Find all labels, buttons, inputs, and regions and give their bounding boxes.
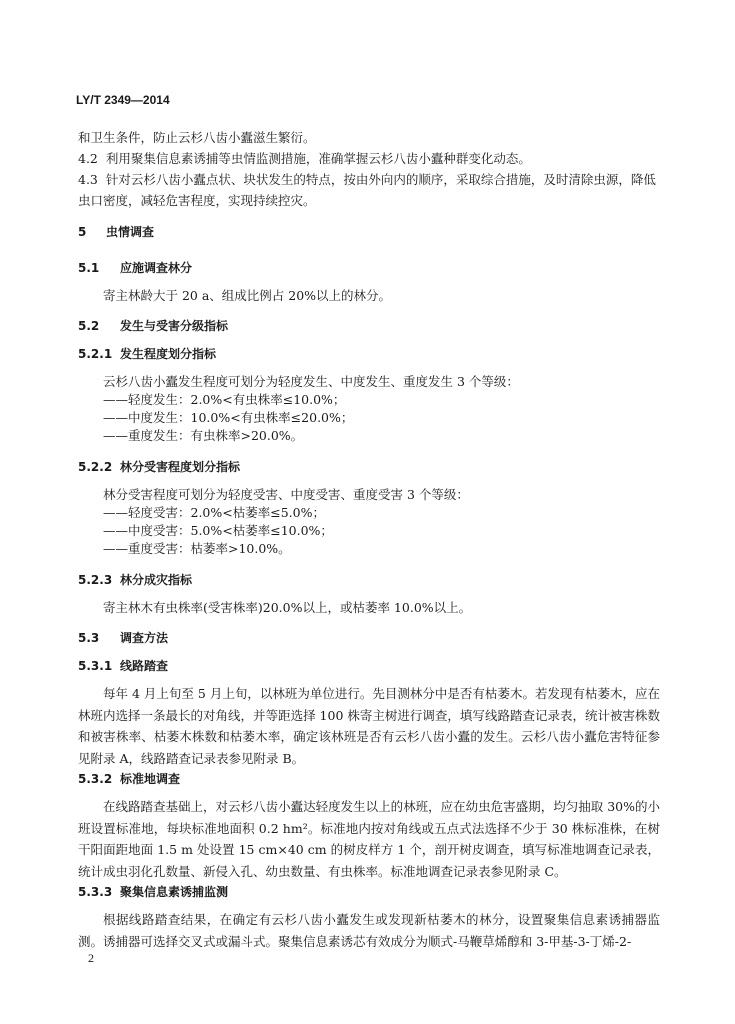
page-number: 2 (88, 951, 94, 965)
section-5-2-1-title: 发生程度划分指标 (120, 347, 217, 361)
section-5-3-number: 5.3 (78, 631, 100, 645)
occurrence-level-moderate: ——中度发生：10.0%<有虫株率≤20.0%； (103, 410, 354, 425)
section-5-2-3-title: 林分成灾指标 (120, 573, 193, 587)
section-5-3-1-title: 线路踏查 (120, 659, 169, 673)
section-5-2-number: 5.2 (78, 319, 100, 333)
section-5-title: 虫情调查 (106, 225, 155, 239)
clause-4-3-number: 4.3 (78, 172, 98, 187)
section-5-1-number: 5.1 (78, 261, 100, 275)
section-5-3-3-title: 聚集信息素诱捕监测 (120, 885, 229, 899)
section-5-3-2-body: 在线路踏查基础上，对云杉八齿小蠹达轻度发生以上的林班，应在幼虫危害盛期，均匀抽取 30%的小班设置标准地，每块标准地面积 0.2 hm²。标准地内按对角线或五点式法选择不少于 30 株标准株，在树干阳面距地面 1.5 m 处设置 15 cm×40 cm 的树皮样方 1 个，剖开树皮调查，填写标准地调查记录表，统计成虫羽化孔数量、新侵入孔、幼虫数量、有虫株率。标准地调查记录表参见附录 C。 (78, 799, 660, 879)
section-5-3-1-number: 5.3.1 (78, 659, 113, 673)
section-5-2-3-body: 寄主林木有虫株率(受害株率)20.0%以上，或枯萎率 10.0%以上。 (103, 600, 472, 615)
section-5-3-2-heading (78, 771, 180, 787)
section-5-3-title: 调查方法 (120, 631, 169, 645)
section-5-2-3-number: 5.2.3 (78, 573, 113, 587)
section-5-2-1-heading (78, 346, 216, 362)
section-5-1-title: 应施调查林分 (120, 261, 193, 275)
section-5-3-2-number: 5.3.2 (78, 772, 113, 786)
occurrence-level-severe: ——重度发生：有虫株率>20.0%。 (103, 428, 304, 443)
section-5-1-heading (78, 260, 192, 276)
standard-code: LY/T 2349—2014 (76, 93, 170, 107)
section-5-2-2-heading (78, 459, 240, 475)
section-5-3-2-title: 标准地调查 (120, 772, 181, 786)
section-5-3-1-body: 每年 4 月上旬至 5 月上旬，以林班为单位进行。先目测林分中是否有枯萎木。若发现有枯萎木，应在林班内选择一条最长的对角线，并等距选择 100 株寄主树进行调查，填写线路踏查记录表，统计被害株数和被害株率、枯萎木株数和枯萎木率，确定该林班是否有云杉八齿小蠹的发生。云杉八齿小蠹危害特征参见附录 A，线路踏查记录表参见附录 B。 (78, 686, 660, 766)
section-5-2-title: 发生与受害分级指标 (120, 319, 229, 333)
section-5-2-2-intro: 林分受害程度可划分为轻度受害、中度受害、重度受害 3 个等级： (103, 487, 469, 502)
clause-4-2-text: 利用聚集信息素诱捕等虫情监测措施，准确掌握云杉八齿小蠹种群变化动态。 (105, 151, 531, 166)
section-5-3-1-heading (78, 658, 168, 674)
damage-level-light: ——轻度受害：2.0%<枯萎率≤5.0%； (103, 505, 325, 520)
damage-level-moderate: ——中度受害：5.0%<枯萎率≤10.0%； (103, 523, 333, 538)
clause-4-3 (78, 172, 656, 188)
section-5-2-2-number: 5.2.2 (78, 460, 113, 474)
damage-level-severe: ——重度受害：枯萎率>10.0%。 (103, 541, 291, 556)
section-5-1-body: 寄主林龄大于 20 a、组成比例占 20%以上的林分。 (103, 288, 392, 303)
section-5-3-3-number: 5.3.3 (78, 885, 113, 899)
section-5-heading (78, 224, 154, 240)
section-5-3-3-heading (78, 884, 228, 900)
section-5-2-1-intro: 云杉八齿小蠹发生程度可划分为轻度发生、中度发生、重度发生 3 个等级： (103, 374, 519, 389)
section-5-2-heading (78, 318, 228, 334)
section-5-2-3-heading (78, 572, 192, 588)
section-5-3-heading (78, 630, 168, 646)
section-5-2-1-number: 5.2.1 (78, 347, 113, 361)
section4-continuation: 和卫生条件，防止云杉八齿小蠹滋生繁衍。 (78, 130, 316, 145)
clause-4-3-text-line2: 虫口密度，减轻危害程度，实现持续控灾。 (78, 193, 316, 208)
section-5-number: 5 (78, 225, 87, 239)
occurrence-level-light: ——轻度发生：2.0%<有虫株率≤10.0%； (103, 392, 346, 407)
clause-4-2-number: 4.2 (78, 151, 98, 166)
section-5-3-3-body: 根据线路踏查结果，在确定有云杉八齿小蠹发生或发现新枯萎木的林分，设置聚集信息素诱捕器监测。诱捕器可选择交叉式或漏斗式。聚集信息素诱芯有效成分为顺式-马鞭草烯醇和 3-甲基-3-丁烯-2- (78, 912, 660, 949)
clause-4-2 (78, 151, 531, 167)
section-5-2-2-title: 林分受害程度划分指标 (120, 460, 241, 474)
clause-4-3-text-line1: 针对云杉八齿小蠹点状、块状发生的特点，按由外向内的顺序，采取综合措施，及时清除虫源，降低 (105, 172, 656, 187)
